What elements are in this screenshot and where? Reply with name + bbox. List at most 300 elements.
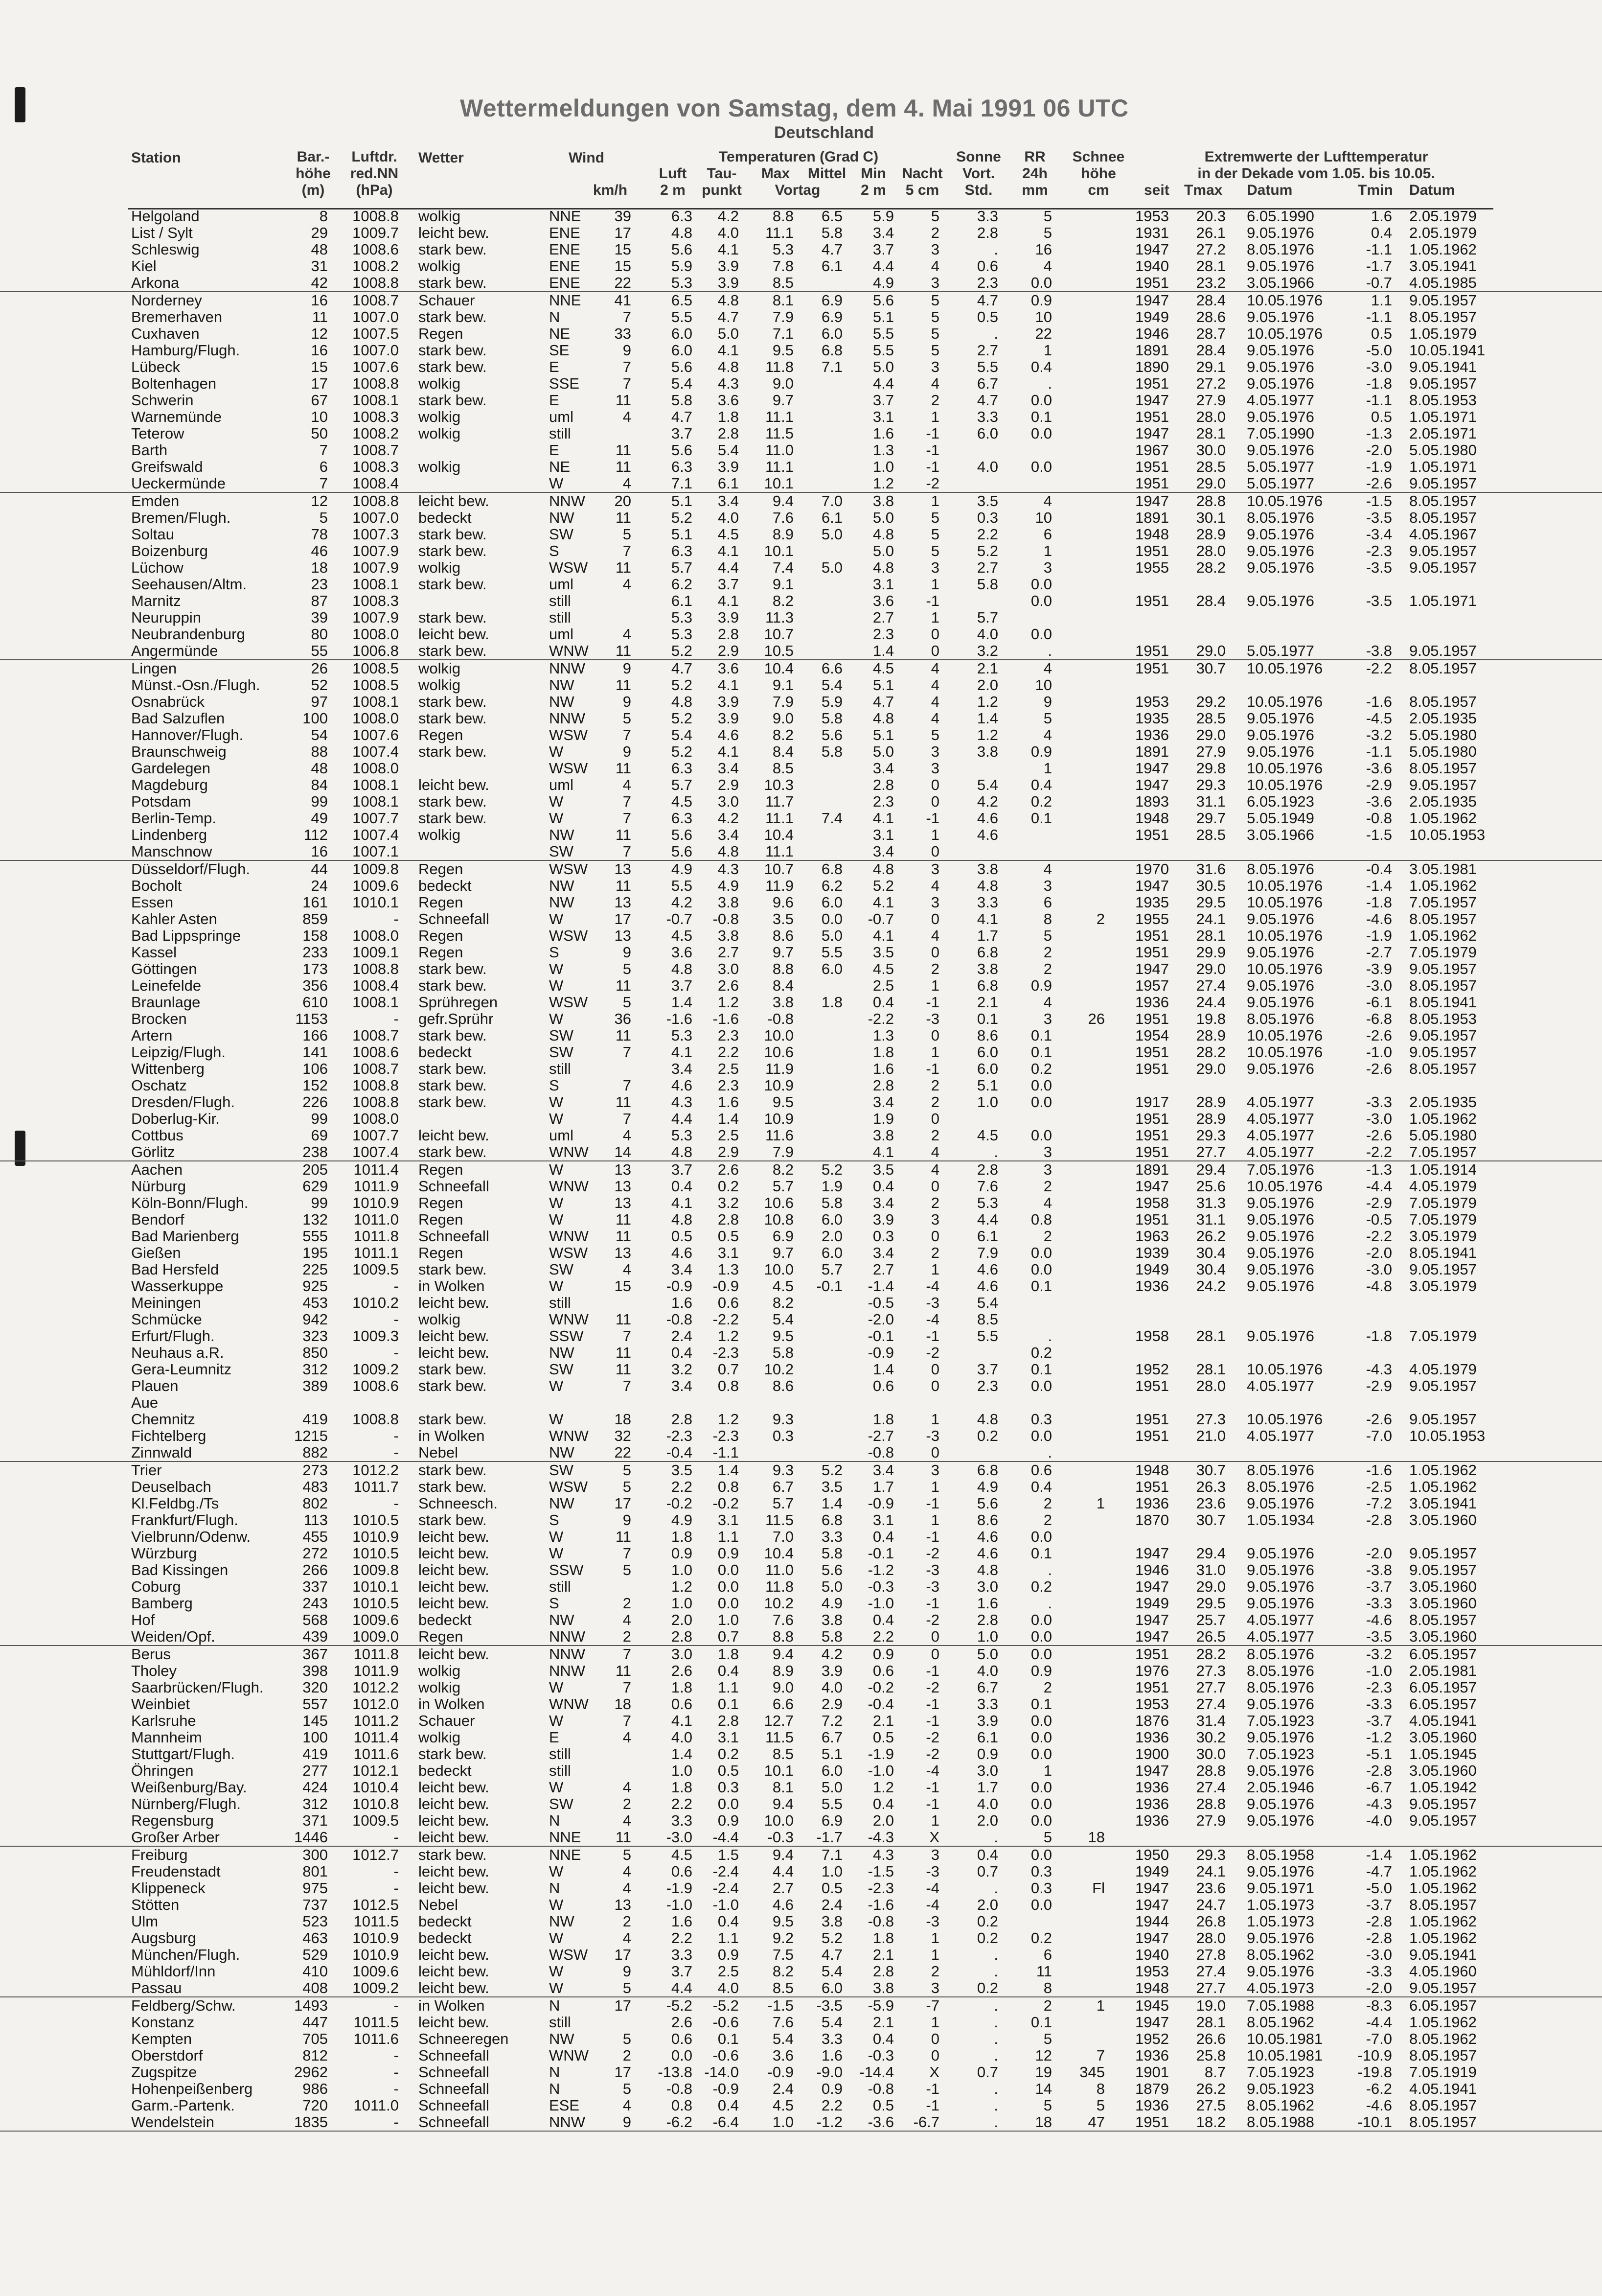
wind-richtung-cell: N <box>549 1997 560 2014</box>
bar-hoehe-cell: 1493 <box>294 1997 328 2014</box>
sonne-cell: 2.0 <box>977 1812 998 1829</box>
datum-tmax-cell: 3.05.1966 <box>1247 826 1314 843</box>
luftdruck-cell: 1008.1 <box>352 693 399 710</box>
temp-luft-cell: 1.2 <box>671 1578 692 1595</box>
temp-max-cell: 10.9 <box>764 1110 794 1127</box>
tmax-cell: 27.7 <box>1196 1143 1226 1160</box>
wind-kmh-cell: 13 <box>614 860 631 878</box>
temp-luft-cell: 3.7 <box>671 1963 692 1980</box>
bar-hoehe-cell: 99 <box>311 793 328 810</box>
temp-min-cell: 0.4 <box>872 1528 894 1545</box>
sonne-cell: 5.4 <box>977 1294 998 1311</box>
temp-nacht-cell: 4 <box>931 1161 939 1178</box>
wind-richtung-cell: W <box>549 1161 564 1178</box>
seit-cell: 1951 <box>1135 1127 1169 1144</box>
bar-hoehe-cell: 69 <box>311 1127 328 1144</box>
temp-mittel-cell: 5.0 <box>821 559 843 576</box>
wind-kmh-cell: 11 <box>615 1093 631 1111</box>
wind-richtung-cell: NNW <box>549 1628 586 1645</box>
luftdruck-cell: 1007.0 <box>352 308 399 325</box>
temp-nacht-cell: -3 <box>926 1863 939 1880</box>
datum-tmax-cell: 9.05.1976 <box>1247 559 1314 576</box>
datum-tmin-cell: 4.05.1979 <box>1409 1361 1477 1378</box>
datum-tmin-cell: 2.05.1979 <box>1409 224 1477 241</box>
station-cell: Mannheim <box>131 1729 202 1746</box>
wind-richtung-cell: W <box>549 810 564 827</box>
wetter-cell: Schneeregen <box>418 2030 509 2047</box>
tmin-cell: -2.3 <box>1366 542 1392 559</box>
wind-richtung-cell: WNW <box>549 1695 589 1713</box>
temp-min-cell: 4.5 <box>872 660 894 677</box>
temp-max-cell: 10.6 <box>764 1044 794 1061</box>
table-row <box>0 275 1602 291</box>
wetter-cell: leicht bew. <box>418 2014 489 2031</box>
temp-luft-cell: 5.3 <box>671 609 692 626</box>
wind-kmh-cell: 13 <box>614 1194 631 1211</box>
station-cell: Aue <box>131 1394 159 1411</box>
temp-nacht-cell: 1 <box>931 826 939 843</box>
temp-nacht-cell: 4 <box>931 710 939 727</box>
wetter-cell: Regen <box>418 927 463 944</box>
datum-tmax-cell: 9.05.1976 <box>1247 257 1314 275</box>
wind-richtung-cell: NNE <box>549 1846 581 1863</box>
station-cell: Bad Marienberg <box>131 1228 239 1245</box>
temp-luft-cell: 4.1 <box>671 1044 692 1061</box>
station-cell: Boltenhagen <box>131 375 217 392</box>
temp-nacht-cell: 5 <box>931 542 939 559</box>
sonne-cell: 4.4 <box>977 1211 998 1228</box>
luftdruck-cell: 1008.2 <box>352 425 399 442</box>
temp-luft-cell: 4.0 <box>671 1729 692 1746</box>
wind-kmh-cell: 18 <box>614 1411 631 1428</box>
sonne-cell: 1.0 <box>977 1093 998 1111</box>
taupunkt-cell: 4.1 <box>717 592 739 609</box>
temp-luft-cell: 5.2 <box>671 509 692 526</box>
seit-cell: 1951 <box>1135 1427 1169 1444</box>
bar-hoehe-cell: 389 <box>302 1377 328 1394</box>
wind-kmh-cell: 11 <box>615 1211 631 1228</box>
header-wetter: Wetter <box>418 150 464 166</box>
seit-cell: 1936 <box>1135 1779 1169 1796</box>
luftdruck-cell: 1010.9 <box>352 1929 399 1947</box>
temp-nacht-cell: -1 <box>926 2080 939 2097</box>
seit-cell: 1951 <box>1135 1377 1169 1394</box>
temp-luft-cell: 6.1 <box>671 592 692 609</box>
temp-luft-cell: 1.0 <box>671 1595 692 1612</box>
taupunkt-cell: 2.9 <box>717 642 739 659</box>
sonne-cell: 3.2 <box>977 642 998 659</box>
tmax-cell: 27.7 <box>1196 1979 1226 1996</box>
luftdruck-cell: 1008.1 <box>352 392 399 409</box>
schneehoehe-cell: 18 <box>1088 1829 1105 1846</box>
datum-tmin-cell: 8.05.1957 <box>1409 2097 1477 2114</box>
wetter-cell: stark bew. <box>418 576 487 593</box>
tmin-cell: 1.6 <box>1371 208 1392 225</box>
luftdruck-cell: 1008.8 <box>352 375 399 392</box>
wind-richtung-cell: NNW <box>549 710 586 727</box>
temp-mittel-cell: 6.1 <box>821 257 843 275</box>
temp-min-cell: 5.1 <box>872 726 894 743</box>
taupunkt-cell: 2.7 <box>717 944 739 961</box>
temp-nacht-cell: 0 <box>931 1646 939 1663</box>
temp-luft-cell: 3.5 <box>671 1461 692 1479</box>
wind-richtung-cell: NW <box>549 676 574 694</box>
temp-min-cell: 4.7 <box>872 693 894 710</box>
bar-hoehe-cell: 8 <box>319 208 328 225</box>
temp-max-cell: 2.7 <box>772 1879 794 1897</box>
niederschlag-cell: . <box>1048 1444 1052 1461</box>
niederschlag-cell: 11 <box>1036 1963 1052 1980</box>
niederschlag-cell: 0.0 <box>1030 1628 1052 1645</box>
tmin-cell: -1.4 <box>1366 877 1392 894</box>
tmin-cell: -6.1 <box>1366 994 1392 1011</box>
station-cell: Gardelegen <box>131 760 211 777</box>
wetter-cell: stark bew. <box>418 977 487 994</box>
tmin-cell: -0.5 <box>1366 1211 1392 1228</box>
temp-min-cell: 4.9 <box>872 274 894 291</box>
tmin-cell: -1.5 <box>1366 492 1392 510</box>
tmax-cell: 28.5 <box>1196 710 1226 727</box>
wind-kmh-cell: 9 <box>622 2113 631 2131</box>
tmin-cell: -3.3 <box>1366 1963 1392 1980</box>
wind-kmh-cell: 7 <box>622 843 631 860</box>
table-row <box>0 1479 1602 1495</box>
temp-nacht-cell: -6.7 <box>913 2113 939 2131</box>
sonne-cell: 5.3 <box>977 1194 998 1211</box>
temp-nacht-cell: -1 <box>926 1779 939 1796</box>
temp-min-cell: 4.1 <box>872 1143 894 1160</box>
wind-richtung-cell: W <box>549 1963 564 1980</box>
station-cell: Gera-Leumnitz <box>131 1361 232 1378</box>
temp-nacht-cell: 2 <box>931 960 939 977</box>
bar-hoehe-cell: 398 <box>302 1662 328 1679</box>
taupunkt-cell: 5.0 <box>717 325 739 342</box>
wind-kmh-cell: 11 <box>615 559 631 576</box>
tmin-cell: -2.7 <box>1366 944 1392 961</box>
niederschlag-cell: 0.0 <box>1030 1528 1052 1545</box>
table-row <box>0 375 1602 392</box>
wetter-cell: Nebel <box>418 1444 458 1461</box>
datum-tmin-cell: 8.05.1957 <box>1409 2047 1477 2064</box>
table-row <box>0 1746 1602 1763</box>
sonne-cell: 4.9 <box>977 1478 998 1495</box>
tmax-cell: 30.7 <box>1196 1461 1226 1479</box>
wind-kmh-cell: 36 <box>614 1010 631 1027</box>
bar-hoehe-cell: 173 <box>302 960 328 977</box>
seit-cell: 1951 <box>1135 1411 1169 1428</box>
table-row <box>0 1228 1602 1245</box>
datum-tmax-cell: 8.05.1958 <box>1247 1846 1314 1863</box>
wind-kmh-cell: 13 <box>614 894 631 911</box>
bar-hoehe-cell: 463 <box>302 1929 328 1947</box>
tmax-cell: 30.1 <box>1196 509 1226 526</box>
bar-hoehe-cell: 88 <box>311 743 328 760</box>
bar-hoehe-cell: 737 <box>302 1896 328 1913</box>
bar-hoehe-cell: 12 <box>311 492 328 510</box>
taupunkt-cell: 0.5 <box>717 1762 739 1779</box>
bar-hoehe-cell: 419 <box>302 1745 328 1763</box>
temp-luft-cell: 3.6 <box>671 944 692 961</box>
station-cell: Fichtelberg <box>131 1427 206 1444</box>
temp-nacht-cell: 3 <box>931 743 939 760</box>
datum-tmax-cell: 9.05.1976 <box>1247 910 1314 928</box>
tmax-cell: 26.2 <box>1196 2080 1226 2097</box>
temp-min-cell: 4.4 <box>872 375 894 392</box>
tmax-cell: 28.2 <box>1196 1044 1226 1061</box>
temp-luft-cell: 4.7 <box>671 408 692 425</box>
datum-tmax-cell: 9.05.1976 <box>1247 1060 1314 1077</box>
table-row <box>0 1394 1602 1411</box>
wind-kmh-cell: 5 <box>622 710 631 727</box>
niederschlag-cell: 0.0 <box>1030 1077 1052 1094</box>
luftdruck-cell: 1010.8 <box>352 1795 399 1812</box>
temp-max-cell: 11.1 <box>765 843 794 860</box>
sonne-cell: 5.8 <box>977 576 998 593</box>
datum-tmax-cell: 9.05.1976 <box>1247 358 1314 375</box>
temp-nacht-cell: 2 <box>931 1093 939 1111</box>
luftdruck-cell: 1008.1 <box>352 776 399 793</box>
seit-cell: 1947 <box>1135 492 1169 510</box>
temp-luft-cell: 2.2 <box>671 1795 692 1812</box>
wind-kmh-cell: 2 <box>622 2047 631 2064</box>
wind-richtung-cell: E <box>549 392 559 409</box>
niederschlag-cell: 14 <box>1035 2080 1052 2097</box>
temp-luft-cell: 0.6 <box>671 1863 692 1880</box>
table-row <box>0 1545 1602 1562</box>
wetter-cell: leicht bew. <box>418 1528 489 1545</box>
sonne-cell: 5.5 <box>977 358 998 375</box>
temp-max-cell: 11.9 <box>765 1060 794 1077</box>
tmax-cell: 28.4 <box>1196 292 1226 309</box>
table-row <box>0 593 1602 609</box>
table-row <box>0 409 1602 425</box>
sonne-cell: 3.5 <box>977 492 998 510</box>
tmin-cell: -2.8 <box>1366 1913 1392 1930</box>
temp-mittel-cell: 7.0 <box>821 492 843 510</box>
bar-hoehe-cell: 11 <box>312 308 328 325</box>
station-cell: Angermünde <box>131 642 218 659</box>
seit-cell: 1950 <box>1135 1846 1169 1863</box>
temp-min-cell: 3.4 <box>872 1244 894 1261</box>
temp-mittel-cell: 1.0 <box>821 1863 843 1880</box>
temp-luft-cell: 2.4 <box>671 1327 692 1345</box>
seit-cell: 1947 <box>1135 1879 1169 1897</box>
temp-luft-cell: 1.8 <box>671 1679 692 1696</box>
station-cell: Schmücke <box>131 1311 202 1328</box>
table-row <box>0 1111 1602 1127</box>
datum-tmax-cell: 9.05.1976 <box>1247 1261 1314 1278</box>
station-cell: Köln-Bonn/Flugh. <box>131 1194 249 1211</box>
temp-luft-cell: 5.5 <box>671 308 692 325</box>
wind-kmh-cell: 13 <box>614 927 631 944</box>
wetter-cell: leicht bew. <box>418 1646 489 1663</box>
temp-luft-cell: 0.9 <box>671 1545 692 1562</box>
sonne-cell: 1.0 <box>977 1628 998 1645</box>
taupunkt-cell: -5.2 <box>712 1997 739 2014</box>
temp-luft-cell: 5.6 <box>671 826 692 843</box>
tmax-cell: 29.1 <box>1196 358 1226 375</box>
bar-hoehe-cell: 925 <box>302 1277 328 1295</box>
temp-min-cell: 3.7 <box>872 392 894 409</box>
station-group <box>0 1462 1602 1646</box>
wind-richtung-cell: SW <box>549 526 573 543</box>
temp-nacht-cell: 0 <box>931 1110 939 1127</box>
temp-nacht-cell: -3 <box>926 1427 939 1444</box>
tmax-cell: 29.0 <box>1196 1060 1226 1077</box>
taupunkt-cell: 1.2 <box>717 994 739 1011</box>
wetter-cell: leicht bew. <box>418 1963 489 1980</box>
luftdruck-cell: 1011.8 <box>353 1646 399 1663</box>
temp-nacht-cell: 2 <box>931 1194 939 1211</box>
wetter-cell: stark bew. <box>418 1511 487 1529</box>
taupunkt-cell: 0.0 <box>717 1795 739 1812</box>
taupunkt-cell: 2.5 <box>717 1127 739 1144</box>
seit-cell: 1876 <box>1135 1712 1169 1729</box>
sonne-cell: 5.6 <box>977 1495 998 1512</box>
datum-tmax-cell: 9.05.1976 <box>1247 542 1314 559</box>
temp-nacht-cell: 0 <box>931 793 939 810</box>
wetter-cell: bedeckt <box>418 1913 472 1930</box>
wind-richtung-cell: E <box>549 1729 559 1746</box>
wind-kmh-cell: 4 <box>622 408 631 425</box>
wind-richtung-cell: still <box>549 1060 571 1077</box>
wind-richtung-cell: W <box>549 1679 564 1696</box>
tmin-cell: -1.9 <box>1366 927 1392 944</box>
station-cell: Warnemünde <box>131 408 222 425</box>
wind-richtung-cell: S <box>549 1595 559 1612</box>
luftdruck-cell: 1011.8 <box>353 1228 399 1245</box>
seit-cell: 1951 <box>1135 1110 1169 1127</box>
station-cell: Karlsruhe <box>131 1712 196 1729</box>
temp-luft-cell: 5.7 <box>671 776 692 793</box>
table-row <box>0 777 1602 793</box>
seit-cell: 1957 <box>1135 977 1169 994</box>
bar-hoehe-cell: 312 <box>302 1361 328 1378</box>
wind-richtung-cell: NW <box>549 894 574 911</box>
station-cell: Düsseldorf/Flugh. <box>131 860 250 878</box>
station-cell: Münst.-Osn./Flugh. <box>131 676 260 694</box>
datum-tmax-cell: 9.05.1976 <box>1247 1595 1314 1612</box>
sonne-cell: 7.6 <box>977 1178 998 1195</box>
station-group <box>0 861 1602 1161</box>
taupunkt-cell: 4.5 <box>717 526 739 543</box>
datum-tmin-cell: 5.05.1980 <box>1409 1127 1477 1144</box>
table-row <box>0 760 1602 777</box>
temp-luft-cell: 0.4 <box>671 1344 692 1361</box>
luftdruck-cell: 1008.8 <box>352 274 399 291</box>
tmax-cell: 26.3 <box>1196 1478 1226 1495</box>
luftdruck-cell: 1010.9 <box>352 1528 399 1545</box>
luftdruck-cell: 1007.9 <box>352 559 399 576</box>
temp-min-cell: -0.7 <box>868 910 894 928</box>
niederschlag-cell: 0.1 <box>1030 1361 1052 1378</box>
sonne-cell: 6.7 <box>977 375 998 392</box>
temp-luft-cell: 6.3 <box>671 542 692 559</box>
station-group <box>0 208 1602 292</box>
temp-max-cell: 7.5 <box>772 1946 794 1963</box>
wind-richtung-cell: still <box>549 425 571 442</box>
wind-richtung-cell: NNW <box>549 2113 586 2131</box>
luftdruck-cell: - <box>393 1863 399 1880</box>
tmin-cell: -3.0 <box>1366 358 1392 375</box>
tmax-cell: 25.6 <box>1196 1178 1226 1195</box>
wetter-cell: Regen <box>418 1244 463 1261</box>
wind-kmh-cell: 7 <box>622 1545 631 1562</box>
temp-max-cell: 8.8 <box>772 208 794 225</box>
temp-luft-cell: 6.3 <box>671 760 692 777</box>
bar-hoehe-cell: 80 <box>311 626 328 643</box>
niederschlag-cell: 10 <box>1035 308 1052 325</box>
temp-mittel-cell: 0.9 <box>821 2080 843 2097</box>
datum-tmax-cell: 4.05.1977 <box>1247 1628 1314 1645</box>
tmax-cell: 30.4 <box>1196 1261 1226 1278</box>
datum-tmax-cell: 8.05.1976 <box>1247 1679 1314 1696</box>
temp-mittel-cell: 3.9 <box>821 1662 843 1679</box>
luftdruck-cell: 1009.5 <box>352 1812 399 1829</box>
wetter-cell: in Wolken <box>418 1427 485 1444</box>
wind-kmh-cell: 5 <box>622 960 631 977</box>
header-station: Station <box>131 150 181 166</box>
taupunkt-cell: 0.8 <box>717 1377 739 1394</box>
station-cell: Hohenpeißenberg <box>131 2080 253 2097</box>
datum-tmin-cell: 8.05.1953 <box>1409 392 1477 409</box>
luftdruck-cell: 1009.6 <box>352 1963 399 1980</box>
datum-tmax-cell: 8.05.1976 <box>1247 860 1314 878</box>
schneehoehe-cell: 2 <box>1096 910 1105 928</box>
temp-nacht-cell: 3 <box>931 1979 939 1996</box>
tmin-cell: -2.8 <box>1366 1762 1392 1779</box>
table-row <box>0 1462 1602 1479</box>
taupunkt-cell: 2.8 <box>717 425 739 442</box>
wind-kmh-cell: 11 <box>615 1228 631 1245</box>
sonne-cell: . <box>994 1879 998 1897</box>
table-row <box>0 1361 1602 1378</box>
temp-nacht-cell: 1 <box>931 1478 939 1495</box>
luftdruck-cell: - <box>393 1879 399 1897</box>
temp-max-cell: 11.5 <box>765 1729 794 1746</box>
datum-tmax-cell: 9.05.1976 <box>1247 743 1314 760</box>
sonne-cell: 6.8 <box>977 1461 998 1479</box>
tmin-cell: -2.0 <box>1366 1979 1392 1996</box>
station-cell: Oschatz <box>131 1077 187 1094</box>
wind-richtung-cell: WSW <box>549 927 588 944</box>
bar-hoehe-cell: 2962 <box>294 2064 328 2081</box>
niederschlag-cell: 3 <box>1043 559 1052 576</box>
wetter-cell: Regen <box>418 325 463 342</box>
seit-cell: 1890 <box>1135 358 1169 375</box>
station-cell: Zugspitze <box>131 2064 197 2081</box>
taupunkt-cell: 4.1 <box>717 542 739 559</box>
wind-richtung-cell: WNW <box>549 1311 589 1328</box>
datum-tmax-cell: 9.05.1976 <box>1247 726 1314 743</box>
wetter-cell: wolkig <box>418 1679 461 1696</box>
wetter-cell: wolkig <box>418 826 461 843</box>
luftdruck-cell: 1009.8 <box>352 1561 399 1578</box>
wind-richtung-cell: W <box>549 1093 564 1111</box>
temp-min-cell: 0.6 <box>872 1377 894 1394</box>
wetter-cell: leicht bew. <box>418 1127 489 1144</box>
datum-tmax-cell: 10.05.1976 <box>1247 894 1323 911</box>
datum-tmax-cell: 8.05.1988 <box>1247 2113 1314 2131</box>
temp-max-cell: 8.9 <box>772 1662 794 1679</box>
luftdruck-cell: 1007.4 <box>352 1143 399 1160</box>
datum-tmax-cell: 10.05.1976 <box>1247 1178 1323 1195</box>
luftdruck-cell: 1007.6 <box>352 358 399 375</box>
niederschlag-cell: 1 <box>1043 342 1052 359</box>
station-group <box>0 1847 1602 1997</box>
table-row <box>0 1679 1602 1696</box>
temp-mittel-cell: 2.4 <box>821 1896 843 1913</box>
